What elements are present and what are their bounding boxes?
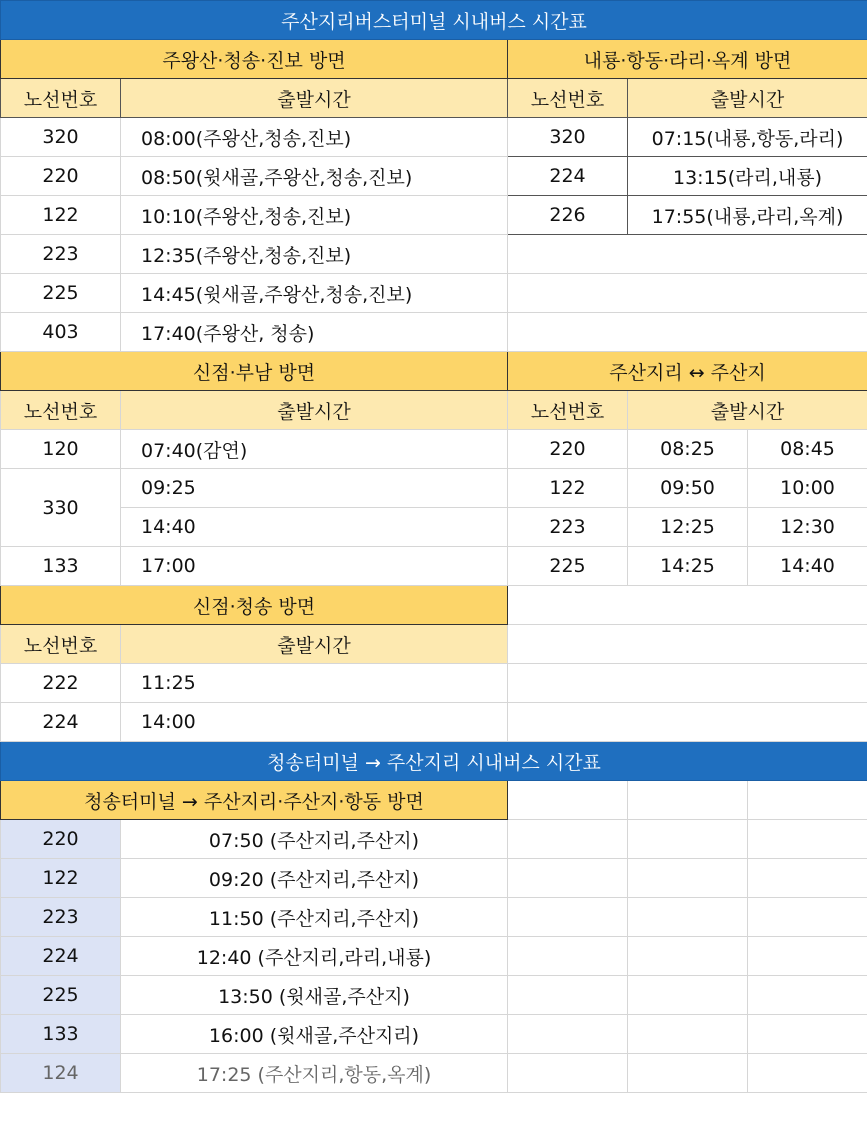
table-row	[1, 274, 867, 313]
section-title-jugwangsan: 주왕산·청송·진보 방면	[1, 40, 508, 79]
route-number: 120	[1, 430, 121, 469]
route-number: 223	[508, 508, 628, 547]
empty-cell	[628, 898, 748, 937]
empty-cell	[508, 1054, 628, 1093]
table-row	[1, 430, 867, 469]
route-number: 225	[508, 547, 628, 586]
column-header-row-1	[1, 79, 867, 118]
empty-cell	[508, 898, 628, 937]
departure-time: 17:40(주왕산, 청송)	[121, 313, 508, 352]
departure-time: 14:00	[121, 703, 508, 742]
empty-cell	[628, 781, 748, 820]
departure-time: 11:25	[121, 664, 508, 703]
section-header-row-3	[1, 586, 867, 625]
column-header-departure: 출발시간	[121, 391, 508, 430]
departure-time: 12:40 (주산지리,라리,내룡)	[121, 937, 508, 976]
departure-time: 09:25	[121, 469, 508, 508]
empty-cell	[508, 1015, 628, 1054]
route-number: 224	[1, 703, 121, 742]
departure-time: 08:25	[628, 430, 748, 469]
departure-time: 08:50(윗새골,주왕산,청송,진보)	[121, 157, 508, 196]
column-header-route: 노선번호	[508, 391, 628, 430]
route-number: 223	[1, 898, 121, 937]
column-header-route: 노선번호	[508, 79, 628, 118]
empty-cell	[508, 313, 867, 352]
route-number: 224	[1, 937, 121, 976]
arrival-time: 10:00	[748, 469, 867, 508]
route-number: 224	[508, 157, 628, 196]
route-number: 226	[508, 196, 628, 235]
route-number: 223	[1, 235, 121, 274]
empty-cell	[508, 820, 628, 859]
empty-cell	[628, 859, 748, 898]
table-row	[1, 235, 867, 274]
empty-cell	[748, 820, 867, 859]
empty-cell	[628, 820, 748, 859]
empty-cell	[748, 781, 867, 820]
top-title: 주산지리버스터미널 시내버스 시간표	[1, 1, 867, 40]
table-row	[1, 703, 867, 742]
table-row	[1, 898, 867, 937]
empty-cell	[748, 937, 867, 976]
empty-cell	[508, 664, 867, 703]
route-number: 320	[1, 118, 121, 157]
departure-time: 07:15(내룡,항동,라리)	[628, 118, 867, 157]
route-number: 222	[1, 664, 121, 703]
departure-time: 17:25 (주산지리,항동,옥계)	[121, 1054, 508, 1093]
column-header-departure: 출발시간	[121, 625, 508, 664]
departure-time: 12:35(주왕산,청송,진보)	[121, 235, 508, 274]
bottom-title-row	[1, 742, 867, 781]
section-title-sinjeom-cheongsong: 신점·청송 방면	[1, 586, 508, 625]
section-title-sinjeom-bunam: 신점·부남 방면	[1, 352, 508, 391]
arrival-time: 08:45	[748, 430, 867, 469]
route-number: 330	[1, 469, 121, 547]
arrival-time: 12:30	[748, 508, 867, 547]
table-row	[1, 859, 867, 898]
empty-cell	[628, 976, 748, 1015]
table-row	[1, 976, 867, 1015]
table-row	[1, 508, 867, 547]
route-number: 225	[1, 976, 121, 1015]
empty-cell	[748, 976, 867, 1015]
section-header-row-2	[1, 352, 867, 391]
column-header-route: 노선번호	[1, 79, 121, 118]
table-row	[1, 313, 867, 352]
column-header-row-3	[1, 625, 867, 664]
departure-time: 14:45(윗새골,주왕산,청송,진보)	[121, 274, 508, 313]
empty-cell	[508, 976, 628, 1015]
route-number: 220	[508, 430, 628, 469]
empty-cell	[748, 859, 867, 898]
table-row	[1, 1015, 867, 1054]
departure-time: 09:20 (주산지리,주산지)	[121, 859, 508, 898]
empty-cell	[508, 586, 867, 625]
column-header-route: 노선번호	[1, 625, 121, 664]
table-row	[1, 664, 867, 703]
departure-time: 07:50 (주산지리,주산지)	[121, 820, 508, 859]
table-row	[1, 547, 867, 586]
top-title-row	[1, 1, 867, 40]
departure-time: 12:25	[628, 508, 748, 547]
table-row	[1, 820, 867, 859]
route-number: 122	[508, 469, 628, 508]
column-header-row-2	[1, 391, 867, 430]
table-row	[1, 118, 867, 157]
route-number: 225	[1, 274, 121, 313]
empty-cell	[508, 625, 867, 664]
empty-cell	[748, 1015, 867, 1054]
section-title-cheongsong-terminal: 청송터미널 → 주산지리·주산지·항동 방면	[1, 781, 508, 820]
route-number: 403	[1, 313, 121, 352]
empty-cell	[628, 937, 748, 976]
empty-cell	[628, 1015, 748, 1054]
empty-cell	[748, 1054, 867, 1093]
column-header-departure: 출발시간	[628, 391, 867, 430]
departure-time: 11:50 (주산지리,주산지)	[121, 898, 508, 937]
column-header-departure: 출발시간	[121, 79, 508, 118]
empty-cell	[508, 859, 628, 898]
departure-time: 13:15(라리,내룡)	[628, 157, 867, 196]
route-number: 133	[1, 1015, 121, 1054]
section-title-naeryong: 내룡·항동·라리·옥계 방면	[508, 40, 867, 79]
column-header-route: 노선번호	[1, 391, 121, 430]
departure-time: 07:40(감연)	[121, 430, 508, 469]
empty-cell	[508, 703, 867, 742]
table-row	[1, 1054, 867, 1093]
route-number: 220	[1, 157, 121, 196]
table-row	[1, 937, 867, 976]
departure-time: 14:25	[628, 547, 748, 586]
arrival-time: 14:40	[748, 547, 867, 586]
route-number: 122	[1, 196, 121, 235]
empty-cell	[628, 1054, 748, 1093]
section-header-row-4	[1, 781, 867, 820]
section-header-row-1	[1, 40, 867, 79]
empty-cell	[748, 898, 867, 937]
departure-time: 16:00 (윗새골,주산지리)	[121, 1015, 508, 1054]
table-row	[1, 469, 867, 508]
empty-cell	[508, 274, 867, 313]
empty-cell	[508, 781, 628, 820]
bottom-title: 청송터미널 → 주산지리 시내버스 시간표	[1, 742, 867, 781]
table-row	[1, 157, 867, 196]
departure-time: 13:50 (윗새골,주산지)	[121, 976, 508, 1015]
empty-cell	[508, 235, 867, 274]
table-row	[1, 196, 867, 235]
section-title-jusanji: 주산지리 ↔ 주산지	[508, 352, 867, 391]
departure-time: 14:40	[121, 508, 508, 547]
column-header-departure: 출발시간	[628, 79, 867, 118]
departure-time: 09:50	[628, 469, 748, 508]
empty-cell	[508, 937, 628, 976]
route-number: 133	[1, 547, 121, 586]
departure-time: 10:10(주왕산,청송,진보)	[121, 196, 508, 235]
departure-time: 08:00(주왕산,청송,진보)	[121, 118, 508, 157]
route-number: 122	[1, 859, 121, 898]
departure-time: 17:55(내룡,라리,옥계)	[628, 196, 867, 235]
departure-time: 17:00	[121, 547, 508, 586]
route-number: 220	[1, 820, 121, 859]
route-number: 320	[508, 118, 628, 157]
route-number: 124	[1, 1054, 121, 1093]
